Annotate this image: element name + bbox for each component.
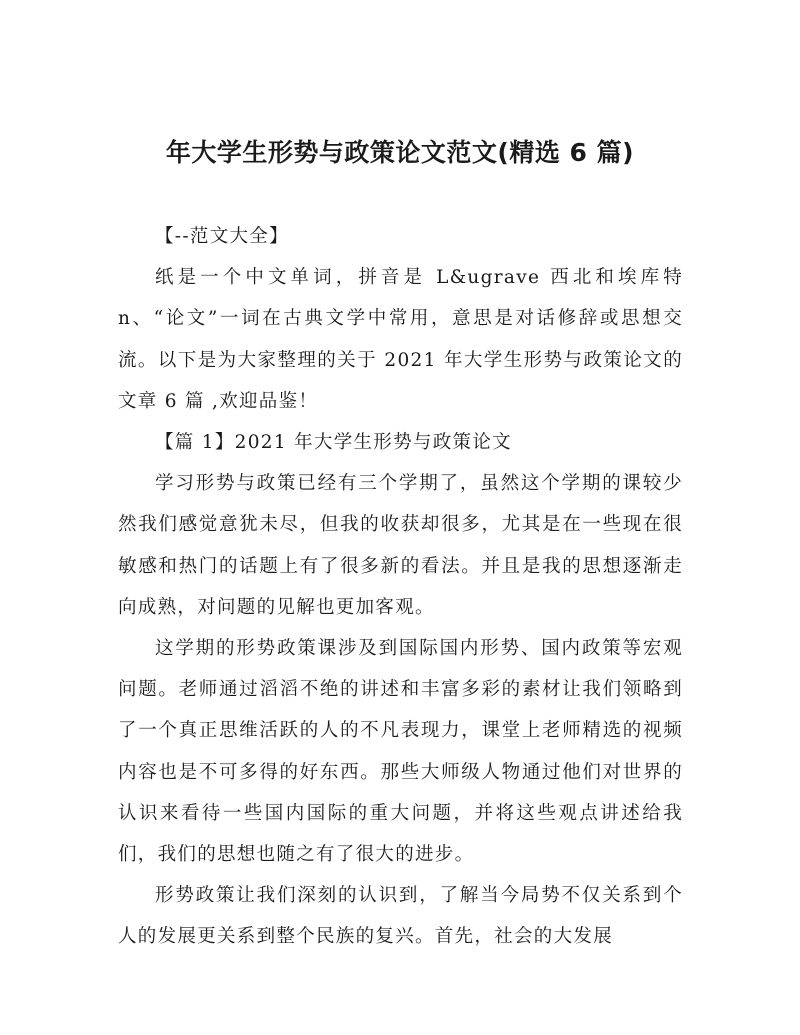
document-title: 年大学生形势与政策论文范文(精选 6 篇) (165, 138, 635, 167)
document-body (118, 216, 683, 958)
category-tag: 【--范文大全】 (155, 226, 289, 247)
body-paragraph: 形势政策让我们深刻的认识到，了解当今局势不仅关系到个人的发展更关系到整个民族的复兴。首先，社会的大发展 (118, 885, 683, 948)
section-heading: 【篇 1】2021 年大学生形势与政策论文 (155, 432, 512, 454)
intro-paragraph: 纸是一个中文单词，拼音是 L&ugrave 西北和埃库特 n、“论文”一词在古典文学中常用，意思是对话修辞或思想交流。以下是为大家整理的关于 2021 年大学生形势与政策论文的文章 6 篇 ,欢迎品鉴！ (118, 267, 683, 412)
body-paragraph: 学习形势与政策已经有三个学期了，虽然这个学期的课较少然我们感觉意犹未尽，但我的收获却很多，尤其是在一些现在很敏感和热门的话题上有了很多新的看法。并且是我的思想逐渐走向成熟，对问题的见解也更加客观。 (118, 473, 683, 618)
body-paragraph: 这学期的形势政策课涉及到国际国内形势、国内政策等宏观问题。老师通过滔滔不绝的讲述和丰富多彩的素材让我们领略到了一个真正思维活跃的人的不凡表现力，课堂上老师精选的视频内容也是不可多得的好东西。那些大师级人物通过他们对世界的认识来看待一些国内国际的重大问题，并将这些观点讲述给我们，我们的思想也随之有了很大的进步。 (118, 638, 683, 866)
